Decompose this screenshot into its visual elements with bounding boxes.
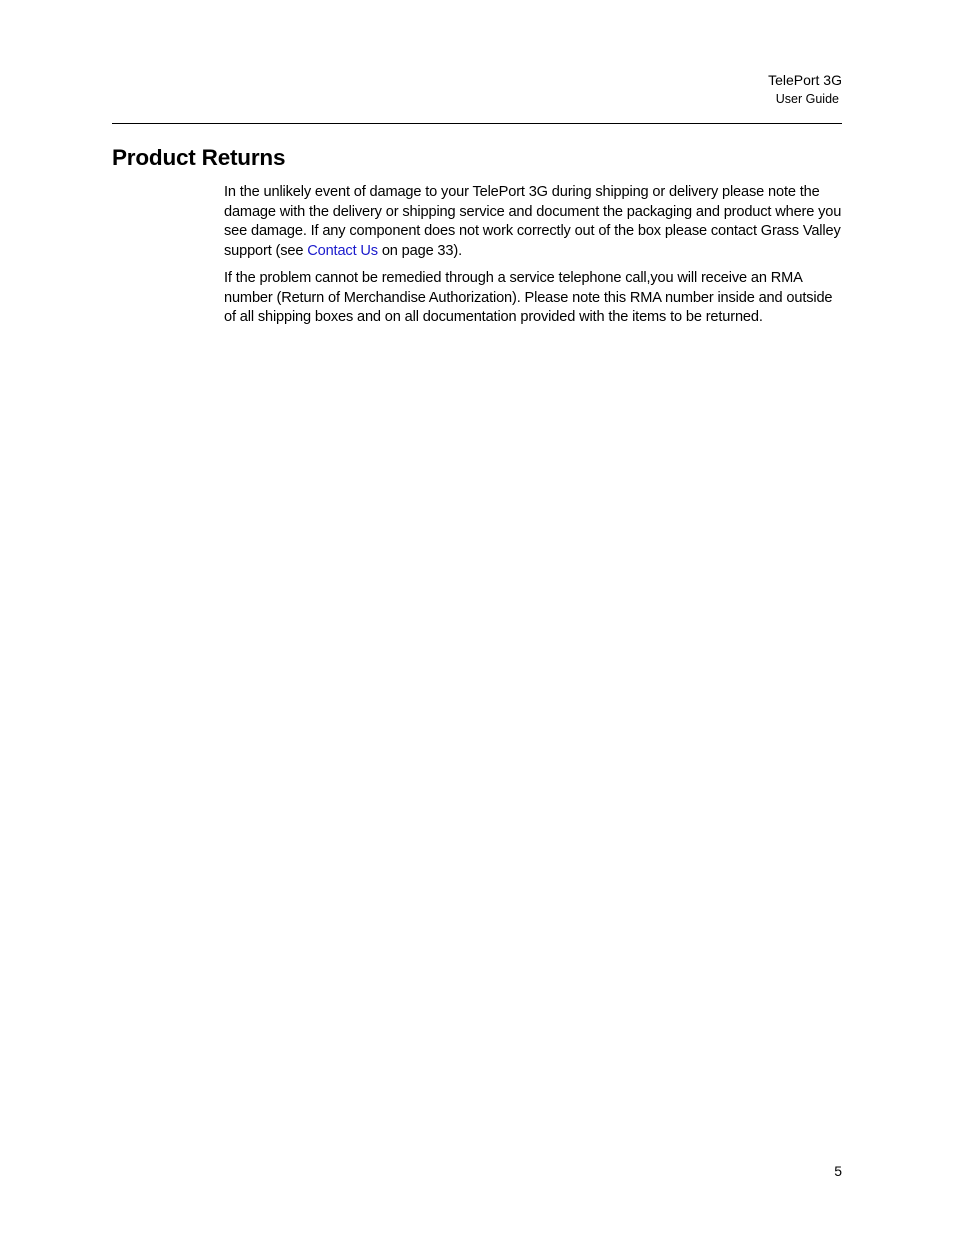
paragraph-damage-notice [224, 183, 846, 261]
section-body [224, 183, 846, 336]
paragraph-text: In the unlikely event of damage to your TelePort 3G during shipping or delivery please note the damage with the delivery or shipping service and document the packaging and product where you see damage. If any component does not work correctly out of the box please contact Grass Valley support (see [224, 184, 842, 259]
contact-us-link[interactable]: Contact Us [307, 242, 378, 259]
page-number: 5 [834, 1163, 842, 1179]
running-header [768, 70, 842, 108]
header-product-name: TelePort 3G [768, 72, 842, 88]
header-guide-name: User Guide [775, 92, 839, 106]
paragraph-text: on page 33). [377, 242, 462, 259]
section-title: Product Returns [112, 145, 286, 170]
header-divider [112, 123, 842, 124]
paragraph-rma-notice: If the problem cannot be remedied through a service telephone call,you will receive an RMA number (Return of Merchandise Authorization). Please note this RMA number inside and outside of all shipping boxes and on all documentation provided with the items to be returned. [224, 270, 833, 325]
